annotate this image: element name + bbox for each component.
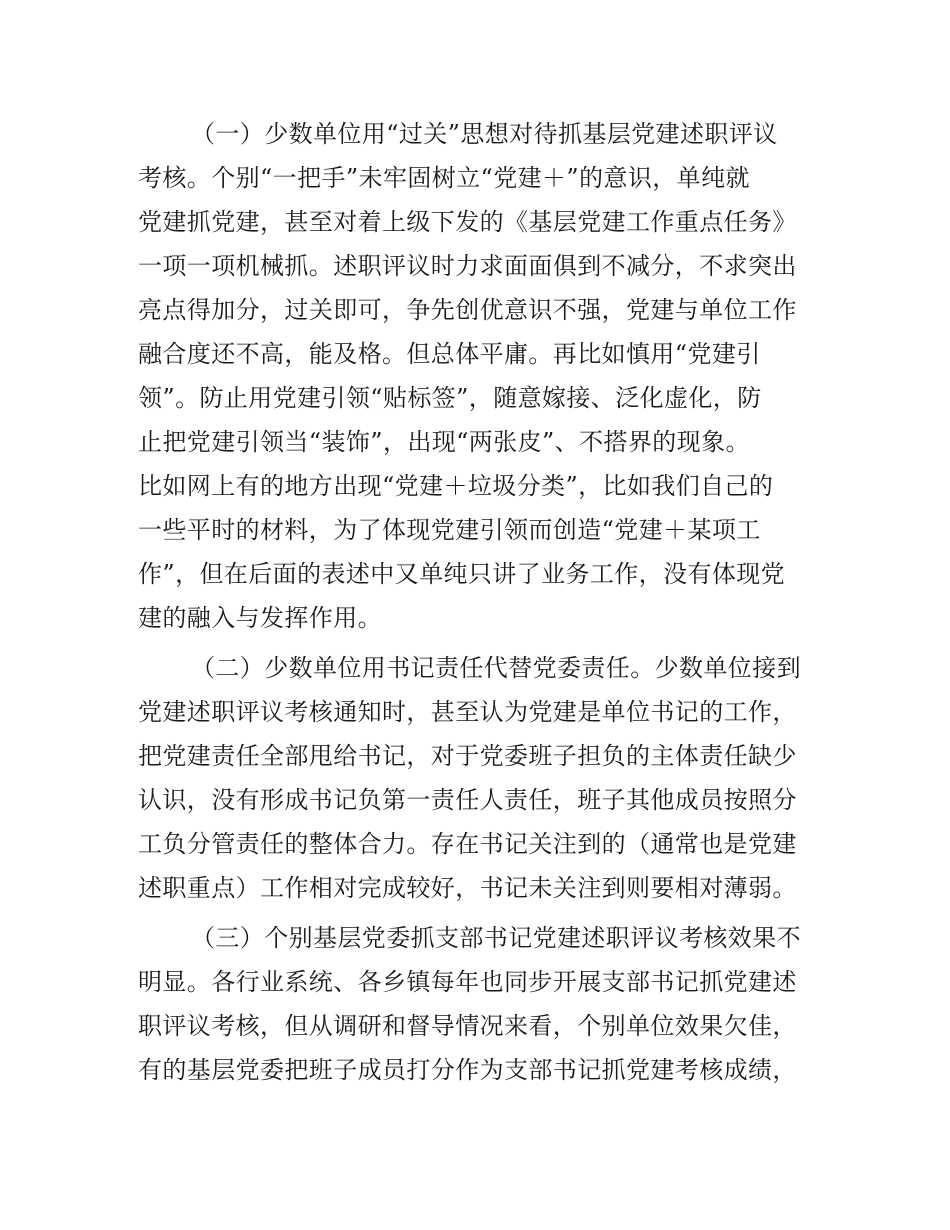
paragraph-1-line: 一项一项机械抓。述职评议时力求面面俱到不减分，不求突出 — [138, 252, 797, 280]
paragraph-2-line: 工负分管责任的整体合力。存在书记关注到的（通常也是党建 — [138, 830, 797, 858]
paragraph-1-line: 比如网上有的地方出现“党建＋垃圾分类”，比如我们自己的 — [138, 472, 774, 500]
paragraph-2-line: 把党建责任全部甩给书记，对于党委班子担负的主体责任缺少 — [138, 742, 797, 770]
paragraph-1-line: （一）少数单位用“过关”思想对待抓基层党建述职评议 — [191, 120, 778, 148]
paragraph-2-line: 述职重点）工作相对完成较好，书记未关注到则要相对薄弱。 — [138, 874, 797, 902]
paragraph-2-line: 认识，没有形成书记负第一责任人责任，班子其他成员按照分 — [138, 786, 797, 814]
paragraph-2-line: 党建述职评议考核通知时，甚至认为党建是单位书记的工作， — [138, 698, 797, 726]
paragraph-1-line: 领”。防止用党建引领“贴标签”，随意嫁接、泛化虚化，防 — [138, 384, 762, 412]
paragraph-2-line: （二）少数单位用书记责任代替党委责任。少数单位接到 — [191, 654, 801, 682]
paragraph-1-line: 建的融入与发挥作用。 — [138, 604, 382, 632]
paragraph-1-line: 一些平时的材料，为了体现党建引领而创造“党建＋某项工 — [138, 516, 761, 544]
paragraph-1-line: 考核。个别“一把手”未牢固树立“党建＋”的意识，单纯就 — [138, 164, 750, 192]
paragraph-3-line: 职评议考核，但从调研和督导情况来看，个别单位效果欠佳， — [138, 1012, 797, 1040]
paragraph-1-line: 融合度还不高，能及格。但总体平庸。再比如慎用“党建引 — [138, 340, 761, 368]
paragraph-1-line: 止把党建引领当“装饰”，出现“两张皮”、不搭界的现象。 — [138, 428, 750, 456]
paragraph-3-line: （三）个别基层党委抓支部书记党建述职评议考核效果不 — [191, 924, 801, 952]
paragraph-3-line: 明显。各行业系统、各乡镇每年也同步开展支部书记抓党建述 — [138, 968, 797, 996]
paragraph-1-line: 作”，但在后面的表述中又单纯只讲了业务工作，没有体现党 — [138, 560, 786, 588]
paragraph-1-line: 党建抓党建，甚至对着上级下发的《基层党建工作重点任务》 — [138, 208, 797, 236]
paragraph-3-line: 有的基层党委把班子成员打分作为支部书记抓党建考核成绩， — [138, 1056, 797, 1084]
paragraph-1-line: 亮点得加分，过关即可，争先创优意识不强，党建与单位工作 — [138, 296, 797, 324]
